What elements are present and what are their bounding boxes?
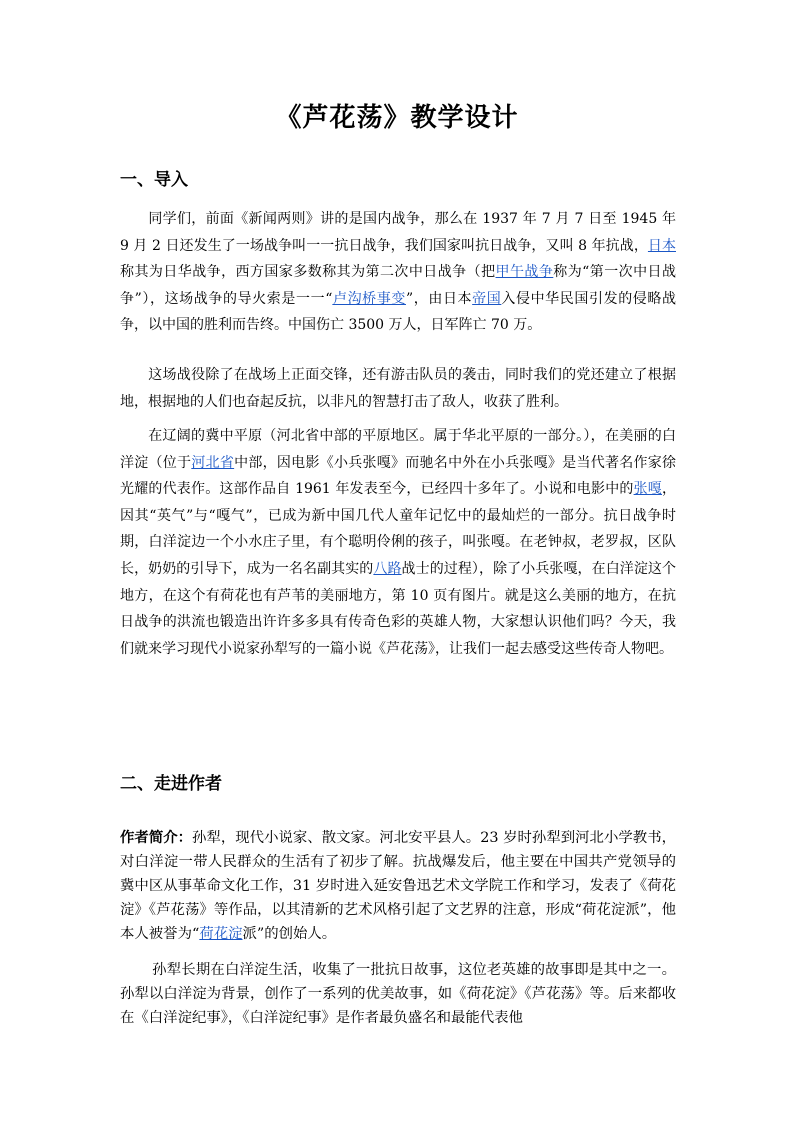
link-eighth-route-army[interactable]: 八路 <box>373 560 402 577</box>
link-japan[interactable]: 日本 <box>647 237 676 254</box>
link-lotus-pond[interactable]: 荷花淀 <box>199 926 243 942</box>
text-run: 入侵中华民国引发的侵略战争，以中国的胜利而告终。中国伤亡 3500 万人，日军阵亡 70 万。 <box>120 290 677 334</box>
text-run: 称其为日华战争，西方国家多数称其为第二次中日战争（把 <box>120 264 496 281</box>
document-title: 《芦花荡》教学设计 <box>275 103 519 133</box>
text-run: 战士的过程），除了小兵张嘎，在白洋淀这个地方，在这个有荷花也有芦苇的美丽地方，第 10 页有图片。就是这么美丽的地方，在抗日战争的洪流也锻造出许许多多具有传奇色彩的英雄人物，大家想认识他们吗？今天，我们就来学习现代小说家孙犁写的一篇小说《芦花荡》，让我们一起去感受这些传奇人物吧。 <box>120 560 677 657</box>
section-heading-author: 二、走进作者 <box>120 774 222 794</box>
paragraph-author-works <box>120 958 676 1030</box>
text-run: 孙犁，现代小说家、散文家。河北安平县人。23 岁时孙犁到河北小学教书，对白洋淀一带人民群众的生活有了初步了解。抗战爆发后，他主要在中国共产党领导的冀中区从事革命文化工作，31 岁时进入延安鲁迅艺术文学院工作和学习，发表了《荷花淀》《芦花荡》等作品，以其清新的艺术风格引起了文艺界的注意，形成“荷花淀派”，他本人被誉为“ <box>120 830 676 942</box>
paragraph-intro-3 <box>120 423 676 662</box>
text-run: 派”的创始人。 <box>242 926 337 942</box>
link-marco-polo-bridge-incident[interactable]: 卢沟桥事变 <box>332 290 406 307</box>
link-first-sino-japanese-war[interactable]: 甲午战争 <box>495 264 554 281</box>
link-zhang-ga[interactable]: 张嘎 <box>633 481 662 498</box>
paragraph-author-intro <box>120 826 676 946</box>
text-run: 这场战役除了在战场上正面交锋，还有游击队员的袭击，同时我们的党还建立了根据地，根据地的人们也奋起反抗，以非凡的智慧打击了敌人，收获了胜利。 <box>120 367 676 410</box>
paragraph-intro-2 <box>120 362 676 415</box>
text-run: 在辽阔的冀中平原（河北省中部的平原地区。属于华北平原的一部分。），在美丽的白洋淀（位于 <box>120 428 676 471</box>
text-run: 同学们，前面《新闻两则》讲的是国内战争，那么在 1937 年 7 月 7 日至 1945 年 9 月 2 日还发生了一场战争叫一一抗日战争，我们国家叫抗日战争，又叫 8 年抗战， <box>120 211 676 254</box>
text-run: ，因其“英气”与“嘎气”，已成为新中国几代人童年记忆中的最灿烂的一部分。抗日战争时期，白洋淀边一个小水庄子里，有个聪明伶俐的孩子，叫张嘎。在老钟叔，老罗叔，区队长，奶奶的引导下，成为一名名副其实的 <box>120 481 676 577</box>
link-empire[interactable]: 帝国 <box>472 290 502 307</box>
link-hebei-province[interactable]: 河北省 <box>191 454 235 471</box>
text-run: 孙犁长期在白洋淀生活，收集了一批抗日故事，这位老英雄的故事即是其中之一。孙犁以白洋淀为背景，创作了一系列的优美故事，如《荷花淀》《芦花荡》等。后来都收在《白洋淀纪事》，《白洋淀纪事》是作者最负盛名和最能代表他 <box>120 962 676 1026</box>
text-run: ”，由日本 <box>405 290 473 307</box>
text-run: 称为“第一次中日战争”），这场战争的导火索是一一“ <box>120 264 676 307</box>
author-intro-label: 作者简介： <box>120 829 193 846</box>
text-run: 中部，因电影《小兵张嘎》而驰名中外在小兵张嘎》是当代著名作家徐光耀的代表作。这部作品自 1961 年发表至今，已经四十多年了。小说和电影中的 <box>120 454 677 498</box>
paragraph-intro-1 <box>120 206 676 339</box>
section-heading-intro: 一、导入 <box>120 170 188 190</box>
